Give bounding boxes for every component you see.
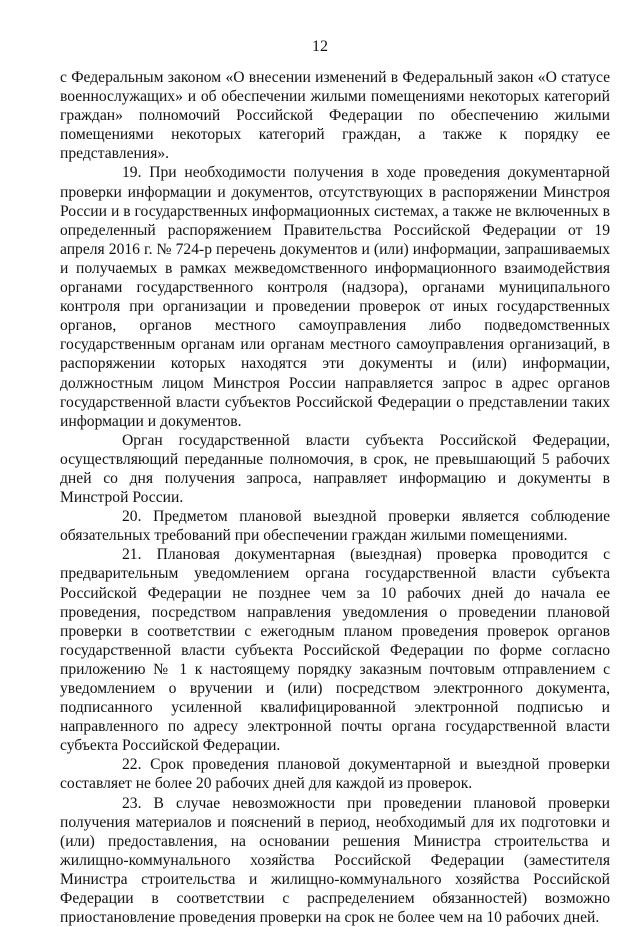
paragraph-22: 22. Срок проведения плановой документарной и выездной проверки составляет не более 20 рабочих дней для каждой из проверок.: [60, 756, 610, 793]
paragraph-21: 21. Плановая документарная (выездная) проверка проводится с предварительным уведомлением органа государственной власти субъекта Российской Федерации не позднее чем за 10 рабочих дней до начала ее проведения, посредством направления уведомления о проведении плановой проверки в соответствии с ежегодным планом проведения проверок органов государственной власти субъекта Российской Федерации по форме согласно приложению № 1 к настоящему порядку заказным почтовым отправлением с уведомлением о вручении и (или) посредством электронного документа, подписанного усиленной квалифицированной электронной подписью и направленного по адресу электронной почты органа государственной власти субъекта Российской Федерации.: [60, 546, 610, 755]
paragraph-19-response: Орган государственной власти субъекта Российской Федерации, осуществляющий переданные полномочия, в срок, не превышающий 5 рабочих дней со дня получения запроса, направляет информацию и документы в Минстрой России.: [60, 431, 610, 507]
paragraph-19: 19. При необходимости получения в ходе проведения документарной проверки информации и документов, отсутствующих в распоряжении Минстроя России и в государственных информационных системах, а также не включенных в определенный распоряжением Правительства Российской Федерации от 19 апреля 2016 г. № 724-р перечень документов и (или) информации, запрашиваемых и получаемых в рамках межведомственного информационного взаимодействия органами государственного контроля (надзора), органами муниципального контроля при организации и проведении проверок от иных государственных органов, органов местного самоуправления либо подведомственных государственным органам или органам местного самоуправления организаций, в распоряжении которых находятся эти документы и (или) информации, должностным лицом Минстроя России направляется запрос в адрес органов государственной власти субъектов Российской Федерации о представлении таких информации и документов.: [60, 164, 610, 430]
page-number: 12: [312, 38, 328, 55]
paragraph-23: 23. В случае невозможности при проведении плановой проверки получения материалов и пояснений в период, необходимый для их подготовки и (или) предоставления, на основании решения Министра строительства и жилищно-коммунального хозяйства Российской Федерации (заместителя Министра строительства и жилищно-коммунального хозяйства Российской Федерации в соответствии с распределением обязанностей) возможно приостановление проведения проверки на срок не более чем на 10 рабочих дней.: [60, 794, 610, 927]
paragraph-20: 20. Предметом плановой выездной проверки является соблюдение обязательных требований при обеспечении граждан жилыми помещениями.: [60, 508, 610, 545]
document-body: [60, 68, 610, 927]
paragraph-continuation: с Федеральным законом «О внесении изменений в Федеральный закон «О статусе военнослужащих» и об обеспечении жилыми помещениями некоторых категорий граждан» полномочий Российской Федерации по обеспечению жилыми помещениями некоторых категорий граждан, а также к порядку ее представления».: [60, 69, 610, 163]
